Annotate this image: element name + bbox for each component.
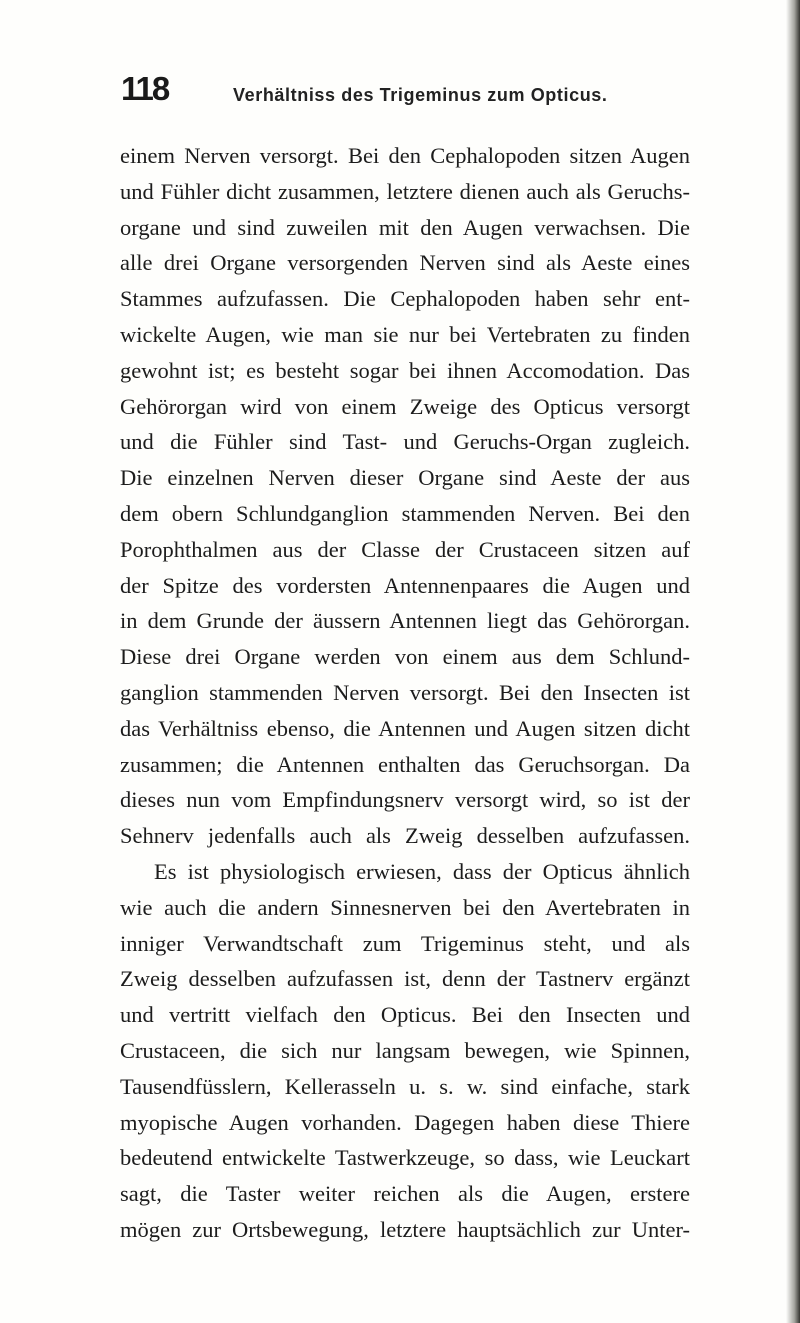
text-line: alle drei Organe versorgenden Nerven sind als Aeste eines [120,250,690,276]
text-line: organe und sind zuweilen mit den Augen verwachsen. Die [120,214,690,240]
text-line: Gehörorgan wird von einem Zweige des Opticus versorgt [120,393,690,419]
running-head: Verhältniss des Trigeminus zum Opticus. [233,85,608,105]
page-edge-shadow [786,0,800,1323]
text-line: wickelte Augen, wie man sie nur bei Vertebraten zu finden [120,321,690,347]
paragraph-start-line: Es ist physiologisch erwiesen, dass der Opticus ähnlich [154,858,690,884]
page-number: 118 [121,70,169,107]
text-line: Diese drei Organe werden von einem aus dem Schlund- [120,644,690,670]
text-line: Zweig desselben aufzufassen ist, denn der Tastnerv ergänzt [120,966,690,992]
text-line: myopische Augen vorhanden. Dagegen haben diese Thiere [120,1109,690,1135]
text-line: und Fühler dicht zusammen, letztere dienen auch als Geruchs- [120,178,690,204]
text-line: dem obern Schlundganglion stammenden Nerven. Bei den [120,500,690,526]
text-line: zusammen; die Antennen enthalten das Geruchsorgan. Da [120,751,690,777]
text-line: Porophthalmen aus der Classe der Crustaceen sitzen auf [120,536,690,562]
text-line: wie auch die andern Sinnesnerven bei den Avertebraten in [120,894,690,920]
text-line: dieses nun vom Empfindungsnerv versorgt wird, so ist der [120,787,690,813]
text-line: der Spitze des vordersten Antennenpaares die Augen und [120,572,690,598]
text-line: sagt, die Taster weiter reichen als die Augen, erstere [120,1181,690,1207]
body-text [120,138,690,1248]
text-line: einem Nerven versorgt. Bei den Cephalopoden sitzen Augen [120,143,690,168]
text-line: das Verhältniss ebenso, die Antennen und Augen sitzen dicht [120,715,690,741]
text-line: in dem Grunde der äussern Antennen liegt das Gehörorgan. [120,608,690,634]
text-line: ganglion stammenden Nerven versorgt. Bei den Insecten ist [120,679,690,705]
text-line: Sehnerv jedenfalls auch als Zweig desselben aufzufassen. [120,823,690,849]
text-line: mögen zur Ortsbewegung, letztere hauptsächlich zur Unter- [120,1216,690,1242]
text-line: Die einzelnen Nerven dieser Organe sind Aeste der aus [120,465,690,491]
text-line: Stammes aufzufassen. Die Cephalopoden haben sehr ent- [120,286,690,312]
text-line: gewohnt ist; es besteht sogar bei ihnen Accomodation. Das [120,357,690,383]
text-line: und vertritt vielfach den Opticus. Bei den Insecten und [120,1002,690,1028]
text-line: und die Fühler sind Tast- und Geruchs-Organ zugleich. [120,429,690,455]
text-line: inniger Verwandtschaft zum Trigeminus steht, und als [120,930,690,956]
text-line: Crustaceen, die sich nur langsam bewegen, wie Spinnen, [120,1037,690,1063]
text-line: bedeutend entwickelte Tastwerkzeuge, so dass, wie Leuckart [120,1145,690,1171]
text-line: Tausendfüsslern, Kellerasseln u. s. w. sind einfache, stark [120,1073,690,1099]
